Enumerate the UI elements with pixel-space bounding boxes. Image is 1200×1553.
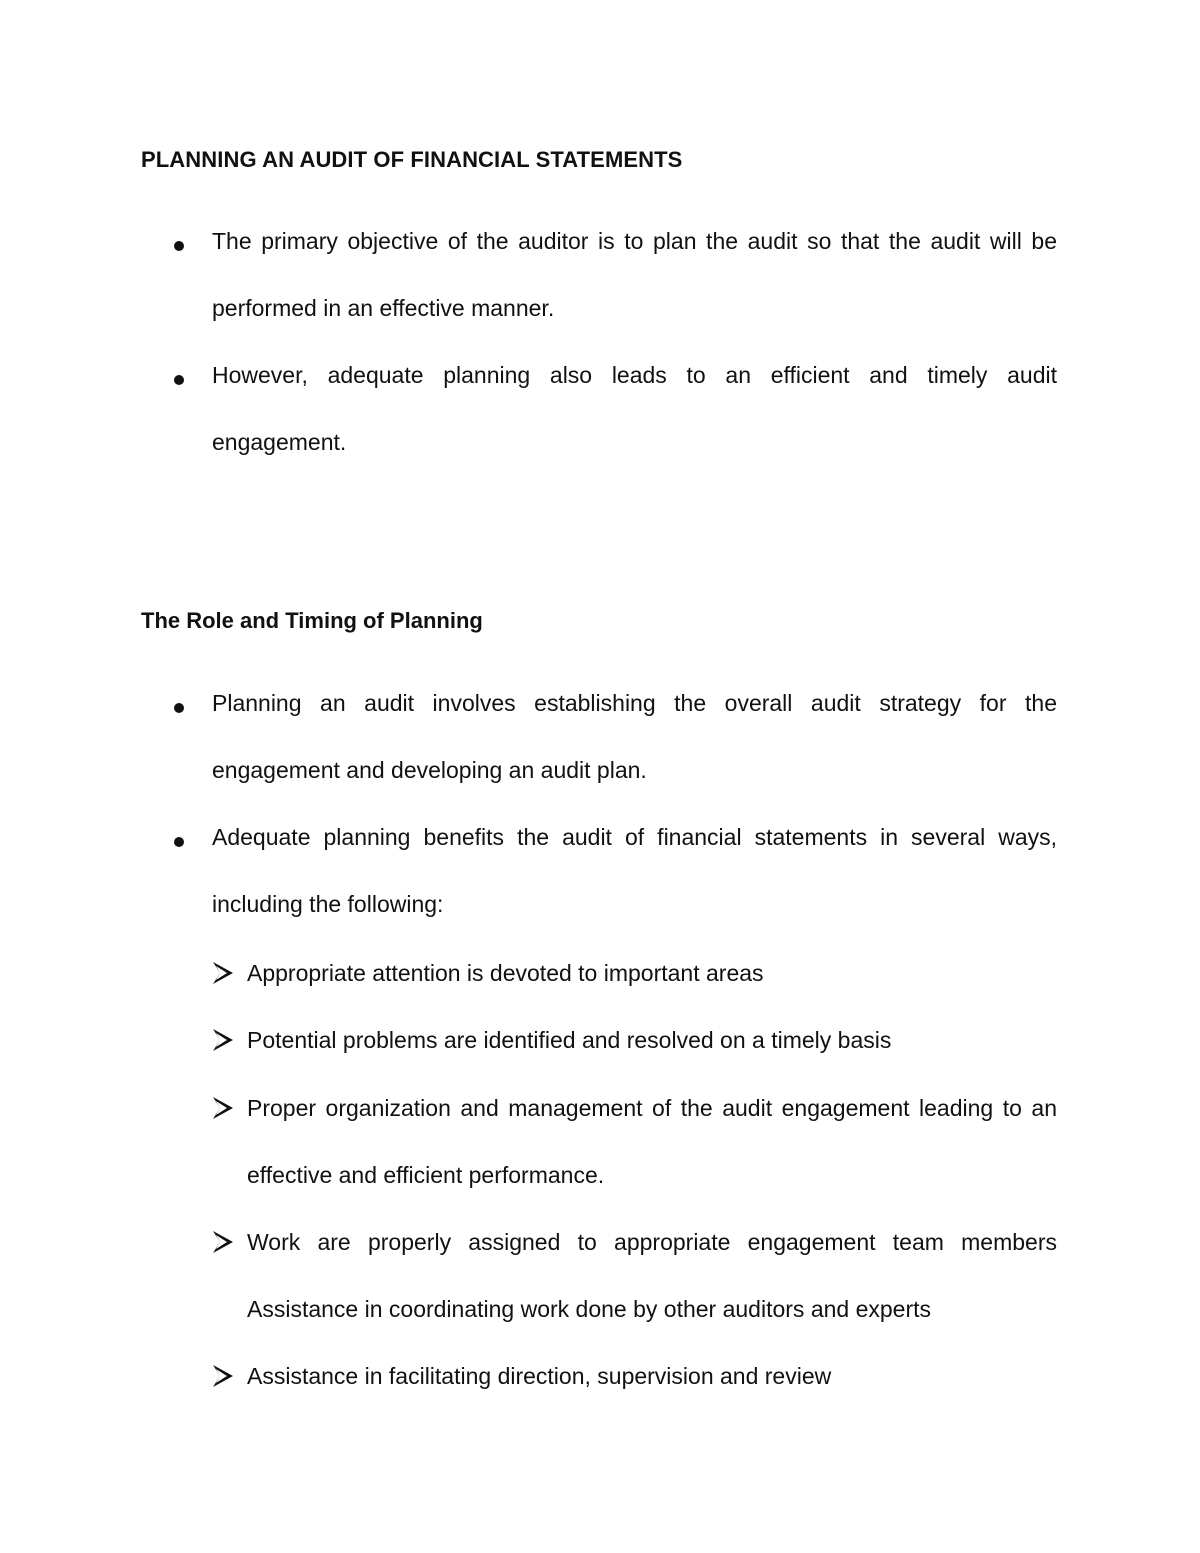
bullet-dot-icon	[174, 837, 184, 847]
bullet-text: However, adequate planning also leads to an efficient and timely audit engagement.	[212, 362, 1057, 455]
section-heading: The Role and Timing of Planning	[141, 608, 483, 633]
bullet-dot-icon	[174, 703, 184, 713]
bullet-text: Adequate planning benefits the audit of financial statements in several ways, including the following:	[212, 824, 1057, 917]
bullet-text: Planning an audit involves establishing the overall audit strategy for the engagement and developing an audit plan.	[212, 690, 1057, 783]
arrow-bullet-icon	[212, 1230, 234, 1254]
sub-point-text: Appropriate attention is devoted to important areas	[247, 960, 764, 986]
arrow-bullet-icon	[212, 1096, 234, 1120]
arrow-bullet-icon	[212, 961, 234, 985]
sub-point-text: Work are properly assigned to appropriate engagement team members	[247, 1229, 1057, 1255]
sub-point-text: Proper organization and management of the audit engagement leading to an effective and efficient performance.	[247, 1095, 1057, 1188]
arrow-bullet-icon	[212, 1364, 234, 1388]
continuation-line: Assistance in coordinating work done by other auditors and experts	[247, 1296, 932, 1322]
bullet-dot-icon	[174, 241, 184, 251]
document-title: PLANNING AN AUDIT OF FINANCIAL STATEMENTS	[141, 147, 683, 172]
bullet-text: The primary objective of the auditor is to plan the audit so that the audit will be performed in an effective manner.	[212, 228, 1057, 321]
sub-point-text: Assistance in facilitating direction, supervision and review	[247, 1363, 832, 1389]
sub-point-text: Potential problems are identified and resolved on a timely basis	[247, 1027, 892, 1053]
bullet-dot-icon	[174, 375, 184, 385]
arrow-bullet-icon	[212, 1028, 234, 1052]
